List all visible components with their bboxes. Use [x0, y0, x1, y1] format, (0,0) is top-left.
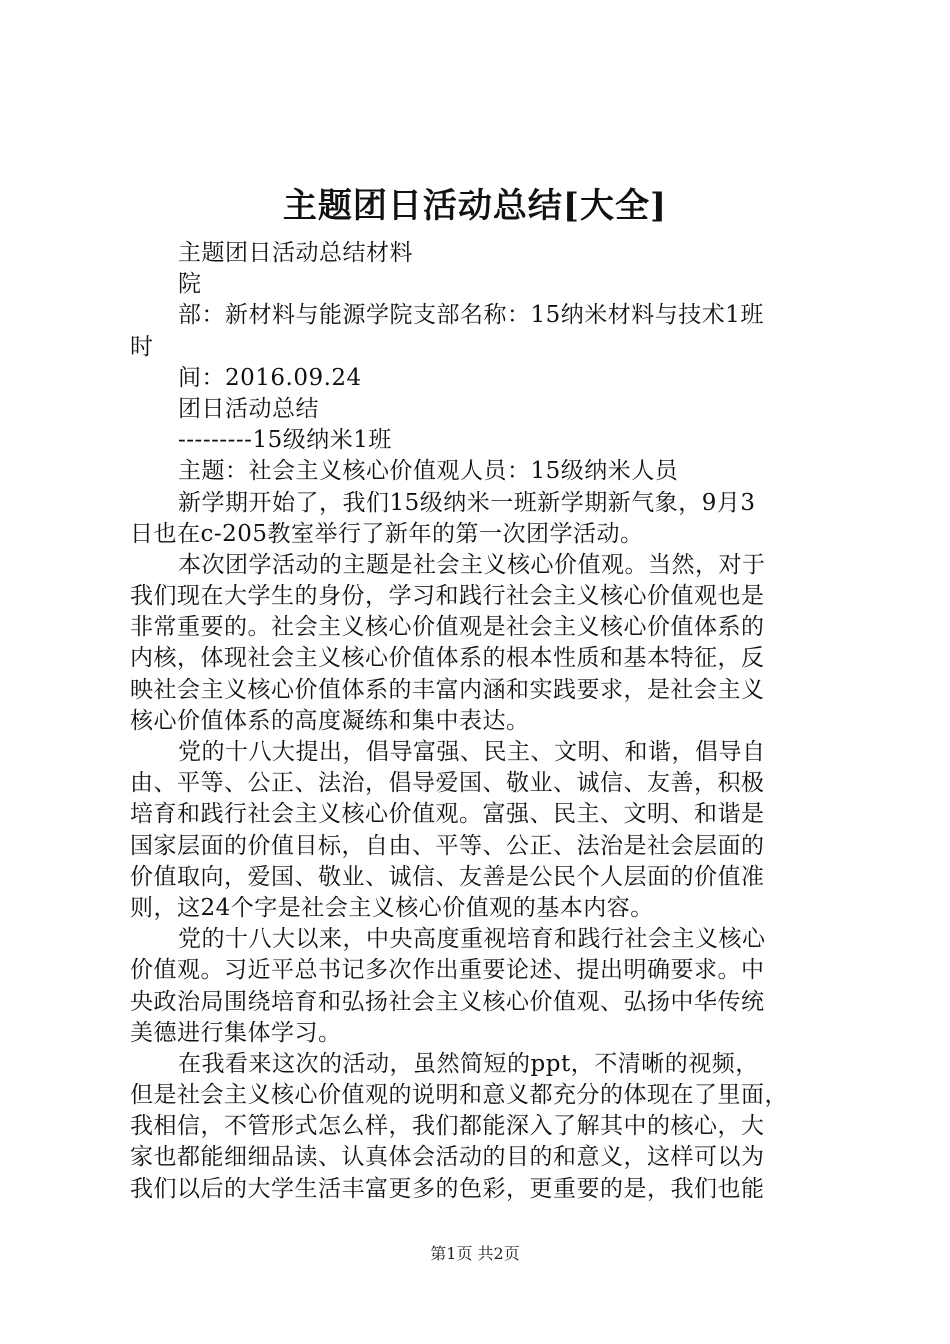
body-line: 则，这24个字是社会主义核心价值观的基本内容。 [130, 894, 654, 921]
body-line: ---------15级纳米1班 [178, 427, 392, 454]
document-title: 主题团日活动总结[大全] [282, 186, 668, 226]
body-line: 但是社会主义核心价值观的说明和意义都充分的体现在了里面， [130, 1082, 788, 1109]
body-line: 非常重要的。社会主义核心价值观是社会主义核心价值体系的 [130, 614, 765, 641]
body-line: 主题：社会主义核心价值观人员：15级纳米人员 [178, 458, 679, 485]
body-line: 部：新材料与能源学院支部名称：15纳米材料与技术1班 [178, 302, 764, 329]
body-line: 核心价值体系的高度凝练和集中表达。 [130, 707, 530, 734]
document-body [130, 238, 832, 1205]
body-line: 我相信，不管形式怎么样，我们都能深入了解其中的核心，大 [130, 1113, 765, 1140]
body-line: 家也都能细细品读、认真体会活动的目的和意义，这样可以为 [130, 1144, 765, 1171]
body-line: 党的十八大提出，倡导富强、民主、文明、和谐，倡导自 [178, 739, 766, 765]
body-line: 新学期开始了，我们15级纳米一班新学期新气象，9月3 [178, 489, 756, 516]
body-line: 日也在c-205教室举行了新年的第一次团学活动。 [130, 520, 644, 547]
body-line: 间：2016.09.24 [178, 364, 362, 391]
body-line: 央政治局围绕培育和弘扬社会主义核心价值观、弘扬中华传统 [130, 988, 765, 1015]
body-line: 映社会主义核心价值体系的丰富内涵和实践要求，是社会主义 [130, 676, 765, 703]
body-line: 美德进行集体学习。 [130, 1019, 342, 1046]
body-line: 主题团日活动总结材料 [178, 240, 413, 266]
body-line: 院 [178, 271, 202, 298]
body-line: 党的十八大以来，中央高度重视培育和践行社会主义核心 [178, 926, 766, 953]
body-line: 我们现在大学生的身份，学习和践行社会主义核心价值观也是 [130, 583, 765, 610]
body-line: 在我看来这次的活动，虽然简短的ppt，不清晰的视频， [178, 1050, 759, 1077]
body-line: 团日活动总结 [178, 395, 319, 422]
body-line: 价值取向，爱国、敬业、诚信、友善是公民个人层面的价值准 [130, 863, 765, 890]
body-line: 价值观。习近平总书记多次作出重要论述、提出明确要求。中 [130, 957, 765, 984]
body-line: 内核，体现社会主义核心价值体系的根本性质和基本特征，反 [130, 645, 765, 672]
page-footer: 第1页 共2页 [430, 1244, 520, 1263]
body-line: 时 [130, 333, 154, 360]
body-line: 本次团学活动的主题是社会主义核心价值观。当然，对于 [178, 551, 766, 578]
body-line: 培育和践行社会主义核心价值观。富强、民主、文明、和谐是 [130, 801, 765, 828]
body-line: 国家层面的价值目标，自由、平等、公正、法治是社会层面的 [130, 832, 765, 859]
body-line: 我们以后的大学生活丰富更多的色彩，更重要的是，我们也能 [130, 1175, 765, 1202]
body-line: 由、平等、公正、法治，倡导爱国、敬业、诚信、友善，积极 [130, 770, 765, 797]
